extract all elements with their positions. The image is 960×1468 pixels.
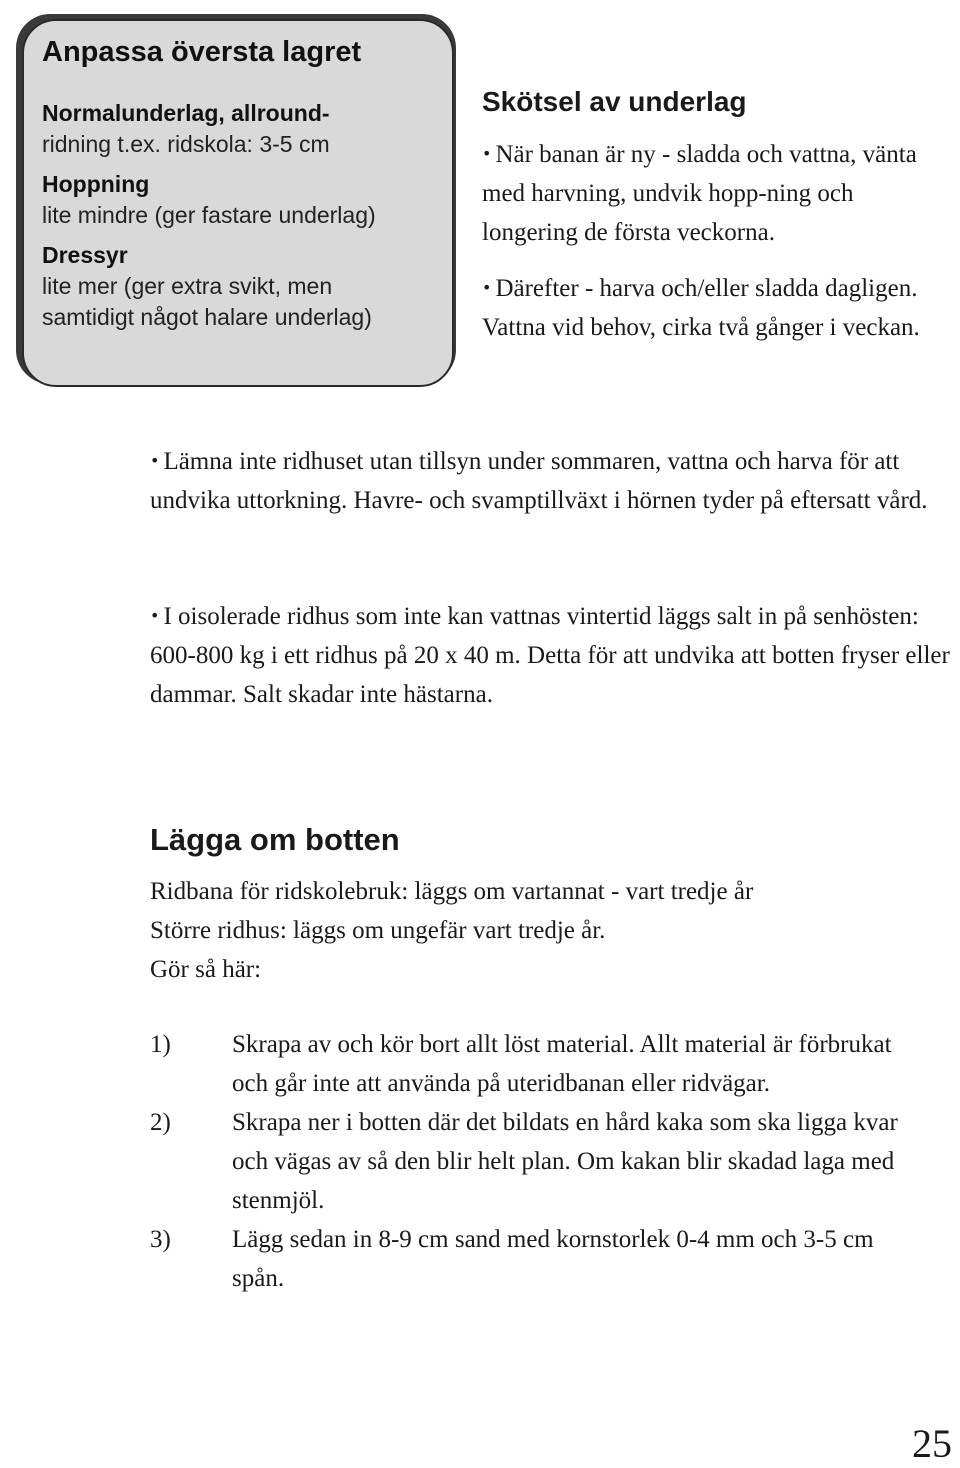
page-number: 25 xyxy=(912,1421,952,1466)
dressage-detail-2: samtidigt något halare underlag) xyxy=(42,304,372,330)
note-2: • I oisolerade ridhus som inte kan vattnas vintertid läggs salt in på senhösten: 600-800 kg i ett ridhus på 20 x 40 m. Detta för att undvika att botten fryser eller dammar. Salt skadar inte hästarna. xyxy=(150,603,950,708)
step-text: Skrapa ner i botten där det bildats en hård kaka som ska ligga kvar och vägas av så den blir helt plan. Om kakan blir skadad laga med stenmjöl. xyxy=(232,1109,898,1214)
care-item-2: • Därefter - harva och/eller sladda dagligen. Vattna vid behov, cirka två gånger i veckan. xyxy=(482,275,920,341)
bullet-icon: • xyxy=(482,278,492,297)
step-3 xyxy=(150,1220,930,1298)
normal-detail: ridning t.ex. ridskola: 3-5 cm xyxy=(42,131,330,157)
step-text: Skrapa av och kör bort allt löst material. Allt material är förbrukat och går inte att använda på uteridbanan eller ridvägar. xyxy=(232,1031,892,1097)
step-2 xyxy=(150,1103,930,1220)
normal-heading: Normalunderlag, allround- xyxy=(42,100,330,126)
relay-intro xyxy=(150,872,950,989)
bullet-icon: • xyxy=(150,606,160,625)
relay-intro-line-1: Ridbana för ridskolebruk: läggs om vartannat - vart tredje år xyxy=(150,878,754,905)
dressage-heading: Dressyr xyxy=(42,242,128,268)
relay-steps xyxy=(150,1025,930,1298)
step-number: 3) xyxy=(150,1226,171,1253)
step-1 xyxy=(150,1025,930,1103)
info-box-content xyxy=(42,98,434,333)
bullet-icon: • xyxy=(150,451,160,470)
relay-intro-line-2: Större ridhus: läggs om ungefär vart tredje år. xyxy=(150,917,606,944)
jump-detail: lite mindre (ger fastare underlag) xyxy=(42,202,376,228)
step-text: Lägg sedan in 8-9 cm sand med kornstorlek 0-4 mm och 3-5 cm spån. xyxy=(232,1226,874,1292)
care-item-1: • När banan är ny - sladda och vattna, vänta med harvning, undvik hopp-ning och longering de första veckorna. xyxy=(482,141,917,246)
step-number: 2) xyxy=(150,1109,171,1136)
info-box-title: Anpassa översta lagret xyxy=(42,36,362,68)
relay-intro-line-3: Gör så här: xyxy=(150,956,262,983)
step-number: 1) xyxy=(150,1031,171,1058)
care-list xyxy=(482,134,952,347)
bullet-icon: • xyxy=(482,144,492,163)
dressage-detail-1: lite mer (ger extra svikt, men xyxy=(42,273,333,299)
care-title: Skötsel av underlag xyxy=(482,86,747,117)
jump-heading: Hoppning xyxy=(42,171,150,197)
note-1: • Lämna inte ridhuset utan tillsyn under sommaren, vattna och harva för att undvika uttorkning. Havre- och svamptillväxt i hörnen tyder på eftersatt vård. xyxy=(150,448,928,514)
relay-title: Lägga om botten xyxy=(150,822,400,857)
